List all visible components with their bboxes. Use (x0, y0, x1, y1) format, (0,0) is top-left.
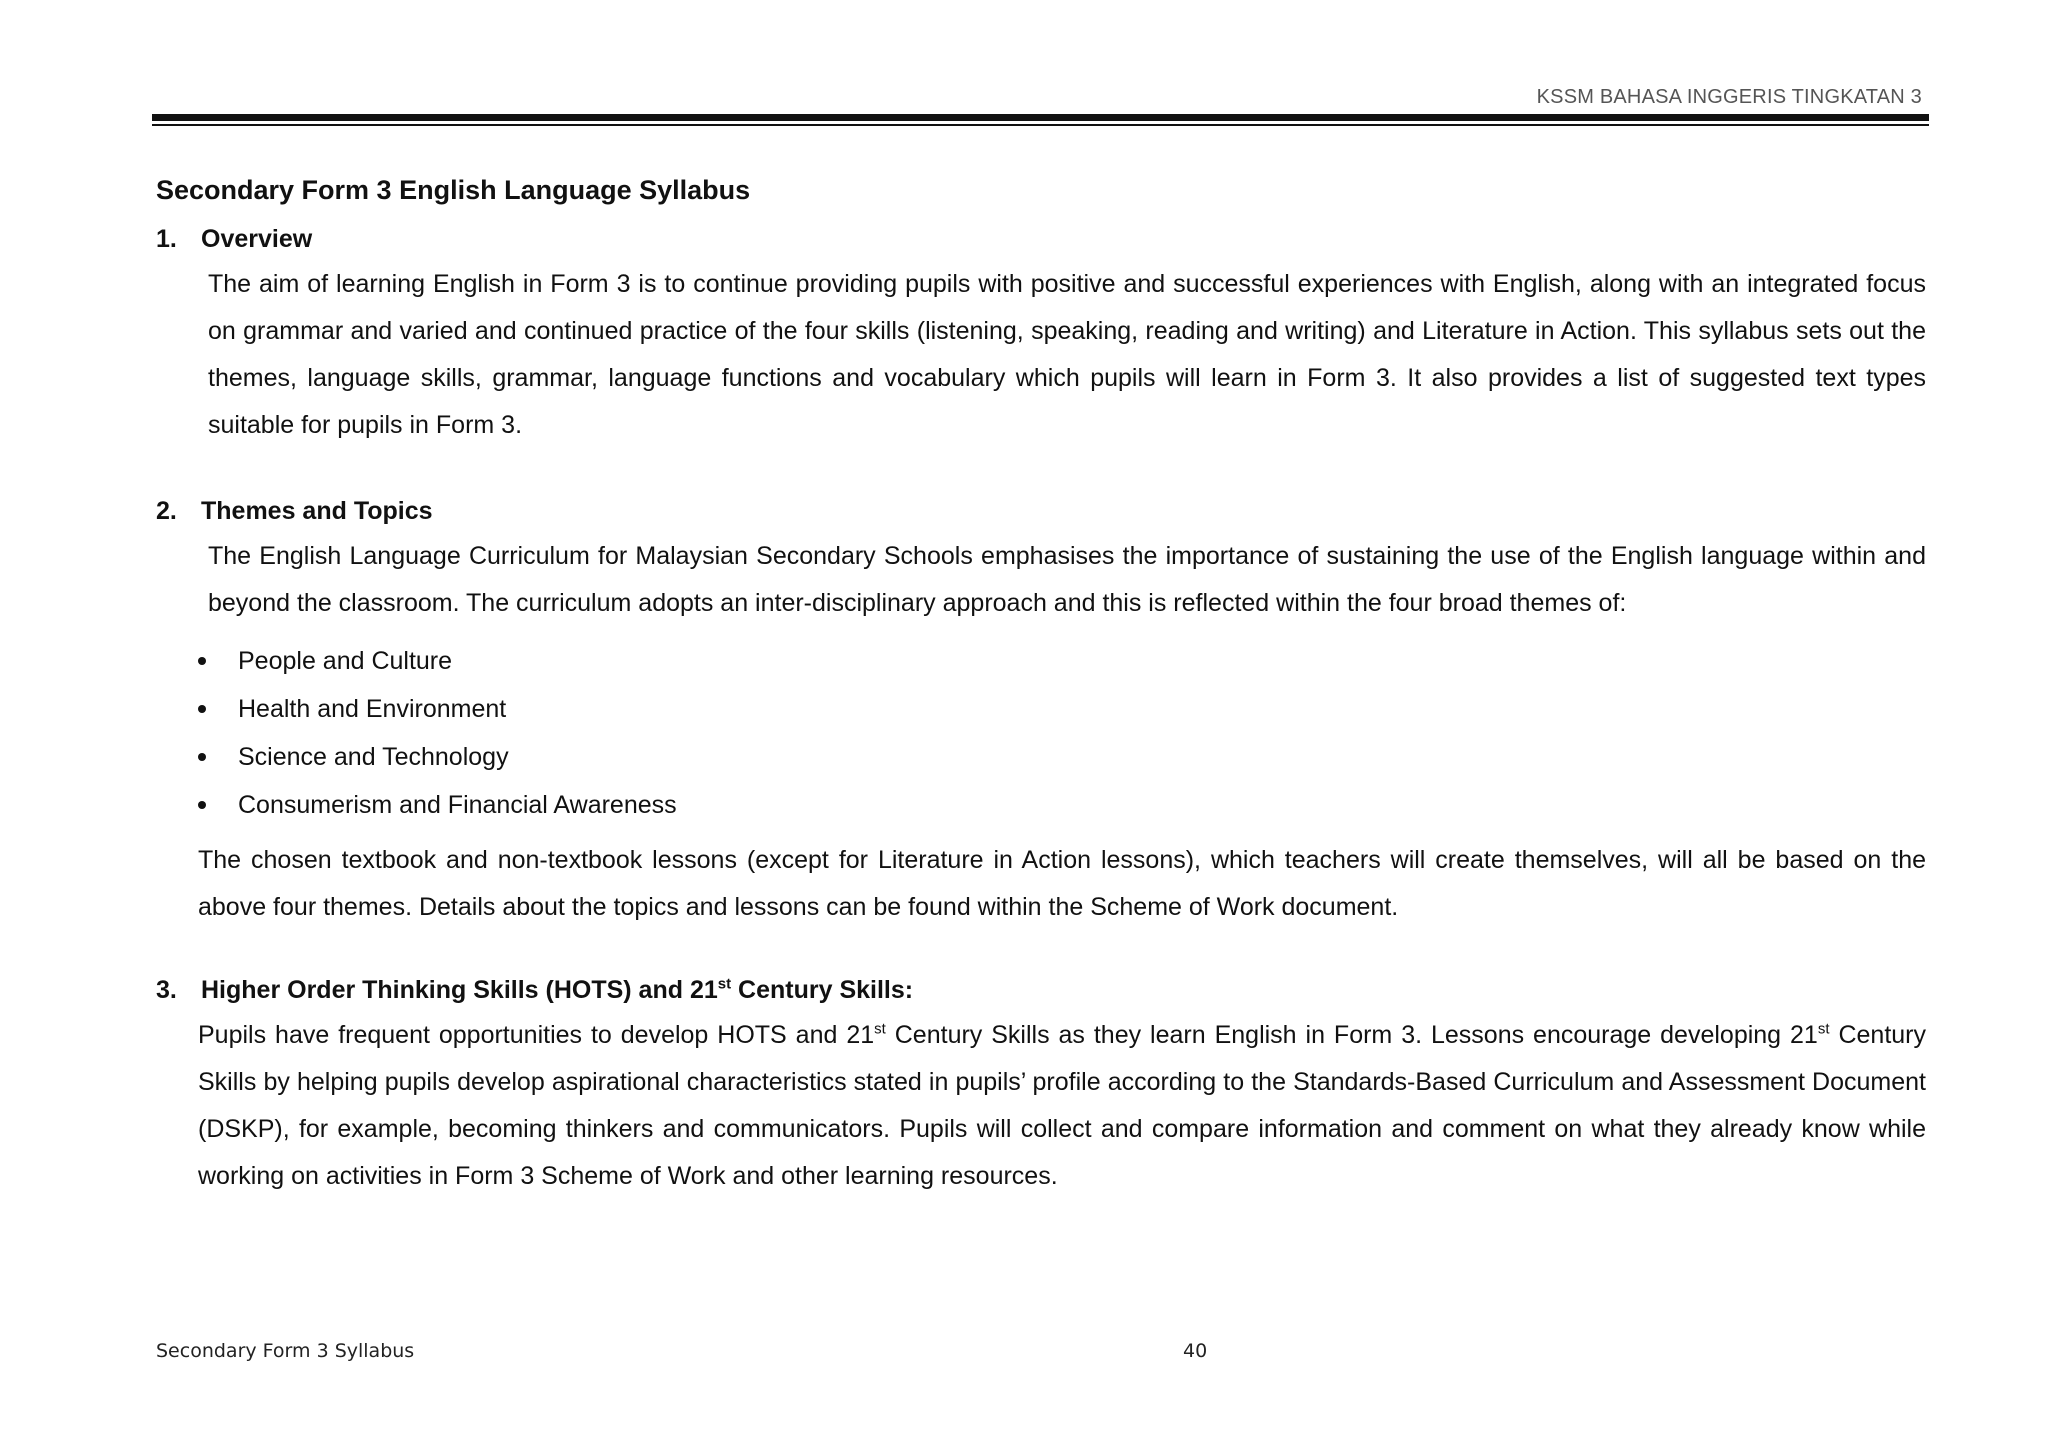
paragraph-part: Century Skills as they learn English in Form 3. Lessons encourage developing 21 (885, 1021, 1818, 1049)
section-title: Overview (201, 225, 313, 253)
bullet-icon (198, 801, 206, 809)
list-item (198, 781, 1936, 829)
bullet-icon (198, 705, 206, 713)
list-item-label: Consumerism and Financial Awareness (238, 791, 677, 819)
list-item-label: Health and Environment (238, 695, 507, 723)
main-content (156, 172, 1936, 1200)
section-number: 1. (156, 225, 177, 253)
document-title: Secondary Form 3 English Language Syllabus (156, 175, 751, 205)
section-number: 2. (156, 497, 177, 525)
list-item-label: People and Culture (238, 647, 453, 675)
hots-paragraph (198, 1012, 1926, 1200)
section-title: Themes and Topics (201, 497, 433, 525)
list-item (198, 637, 1936, 685)
superscript: st (874, 1020, 886, 1038)
section-heading-themes (156, 494, 1936, 528)
footer-document-name: Secondary Form 3 Syllabus (156, 1340, 415, 1362)
list-item (198, 685, 1936, 733)
page-number: 40 (1183, 1340, 1208, 1362)
running-header: KSSM BAHASA INGGERIS TINGKATAN 3 (1536, 86, 1922, 108)
header-rule-thick (152, 114, 1929, 121)
header-rule-thin (152, 124, 1929, 126)
paragraph-part: Pupils have frequent opportunities to develop HOTS and 21 (198, 1021, 875, 1049)
list-item (198, 733, 1936, 781)
overview-paragraph: The aim of learning English in Form 3 is to continue providing pupils with positive and successful experiences with English, along with an integrated focus on grammar and varied and continued practice of the four skills (listening, speaking, reading and writing) and Literature in Action. This syllabus sets out the themes, language skills, grammar, language functions and vocabulary which pupils will learn in Form 3. It also provides a list of suggested text types suitable for pupils in Form 3. (208, 270, 1926, 439)
section-title-part: Century Skills: (731, 976, 914, 1004)
themes-paragraph: The English Language Curriculum for Malaysian Secondary Schools emphasises the importance of sustaining the use of the English language within and beyond the classroom. The curriculum adopts an inter-disciplinary approach and this is reflected within the four broad themes of: (208, 542, 1926, 617)
section-title (201, 973, 913, 1007)
section-number: 3. (156, 976, 177, 1004)
superscript: st (1817, 1020, 1830, 1038)
list-item-label: Science and Technology (238, 743, 509, 771)
section-heading-hots (156, 973, 1936, 1007)
paragraph-part: Century Skills by helping pupils develop aspirational characteristics stated in pupils’ profile according to the Standards-Based Curriculum and Assessment Document (DSKP), for example, becoming thinkers and communicators. Pupils will collect and compare information and comment on what they already know while working on activities in Form 3 Scheme of Work and other learning resources. (198, 1021, 1926, 1190)
bullet-icon (198, 753, 206, 761)
superscript: st (717, 975, 732, 993)
themes-followup-paragraph: The chosen textbook and non-textbook lessons (except for Literature in Action lessons), which teachers will create themselves, will all be based on the above four themes. Details about the topics and lessons can be found within the Scheme of Work document. (198, 846, 1926, 921)
section-title-part: Higher Order Thinking Skills (HOTS) and 21 (201, 976, 718, 1004)
themes-list (198, 637, 1936, 829)
section-heading-overview (156, 222, 1936, 256)
bullet-icon (198, 657, 206, 665)
